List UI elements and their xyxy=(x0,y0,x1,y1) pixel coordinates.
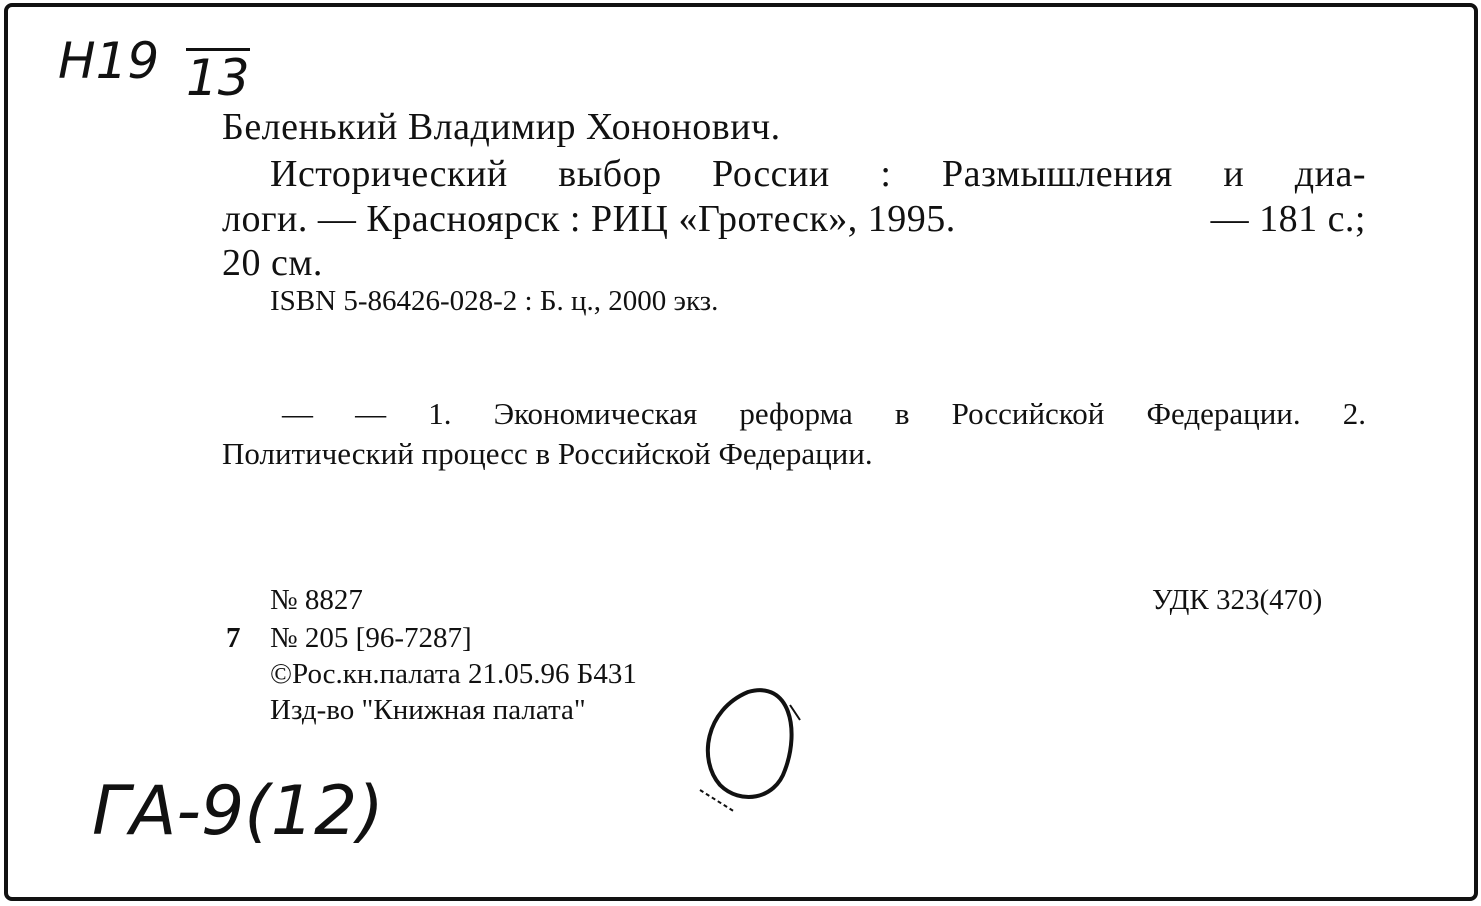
title-line-2-part-1: логи. — Красноярск : РИЦ «Гротеск», 1995. xyxy=(222,198,956,240)
author-heading: Беленький Владимир Хононович. xyxy=(222,106,781,148)
title-line-1: Исторический выбор России : Размышления и диа- xyxy=(270,153,1366,195)
subjects-line-1: — — 1. Экономическая реформа в Российской Федерации. 2. xyxy=(282,396,1366,431)
handwritten-bottom-mark: ГА-9(12) xyxy=(92,772,384,851)
handwritten-shelf-mark: Н19 xyxy=(58,32,160,90)
subjects-line-2: Политический процесс в Российской Федерации. xyxy=(222,436,873,471)
isbn-line: ISBN 5-86426-028-2 : Б. ц., 2000 экз. xyxy=(270,285,719,317)
handwritten-fraction: 13 xyxy=(186,49,250,107)
copyright-line: ©Рос.кн.палата 21.05.96 Б431 xyxy=(270,658,637,690)
card-number-2: № 205 [96-7287] xyxy=(270,622,472,654)
card-number: № 8827 xyxy=(270,584,363,616)
title-line-3: 20 см. xyxy=(222,242,323,284)
print-count: 7 xyxy=(226,622,241,654)
title-line-2-part-2: — 181 с.; xyxy=(1210,198,1366,240)
publisher-line: Изд-во "Книжная палата" xyxy=(270,694,586,726)
udk-code: УДК 323(470) xyxy=(1152,584,1323,616)
